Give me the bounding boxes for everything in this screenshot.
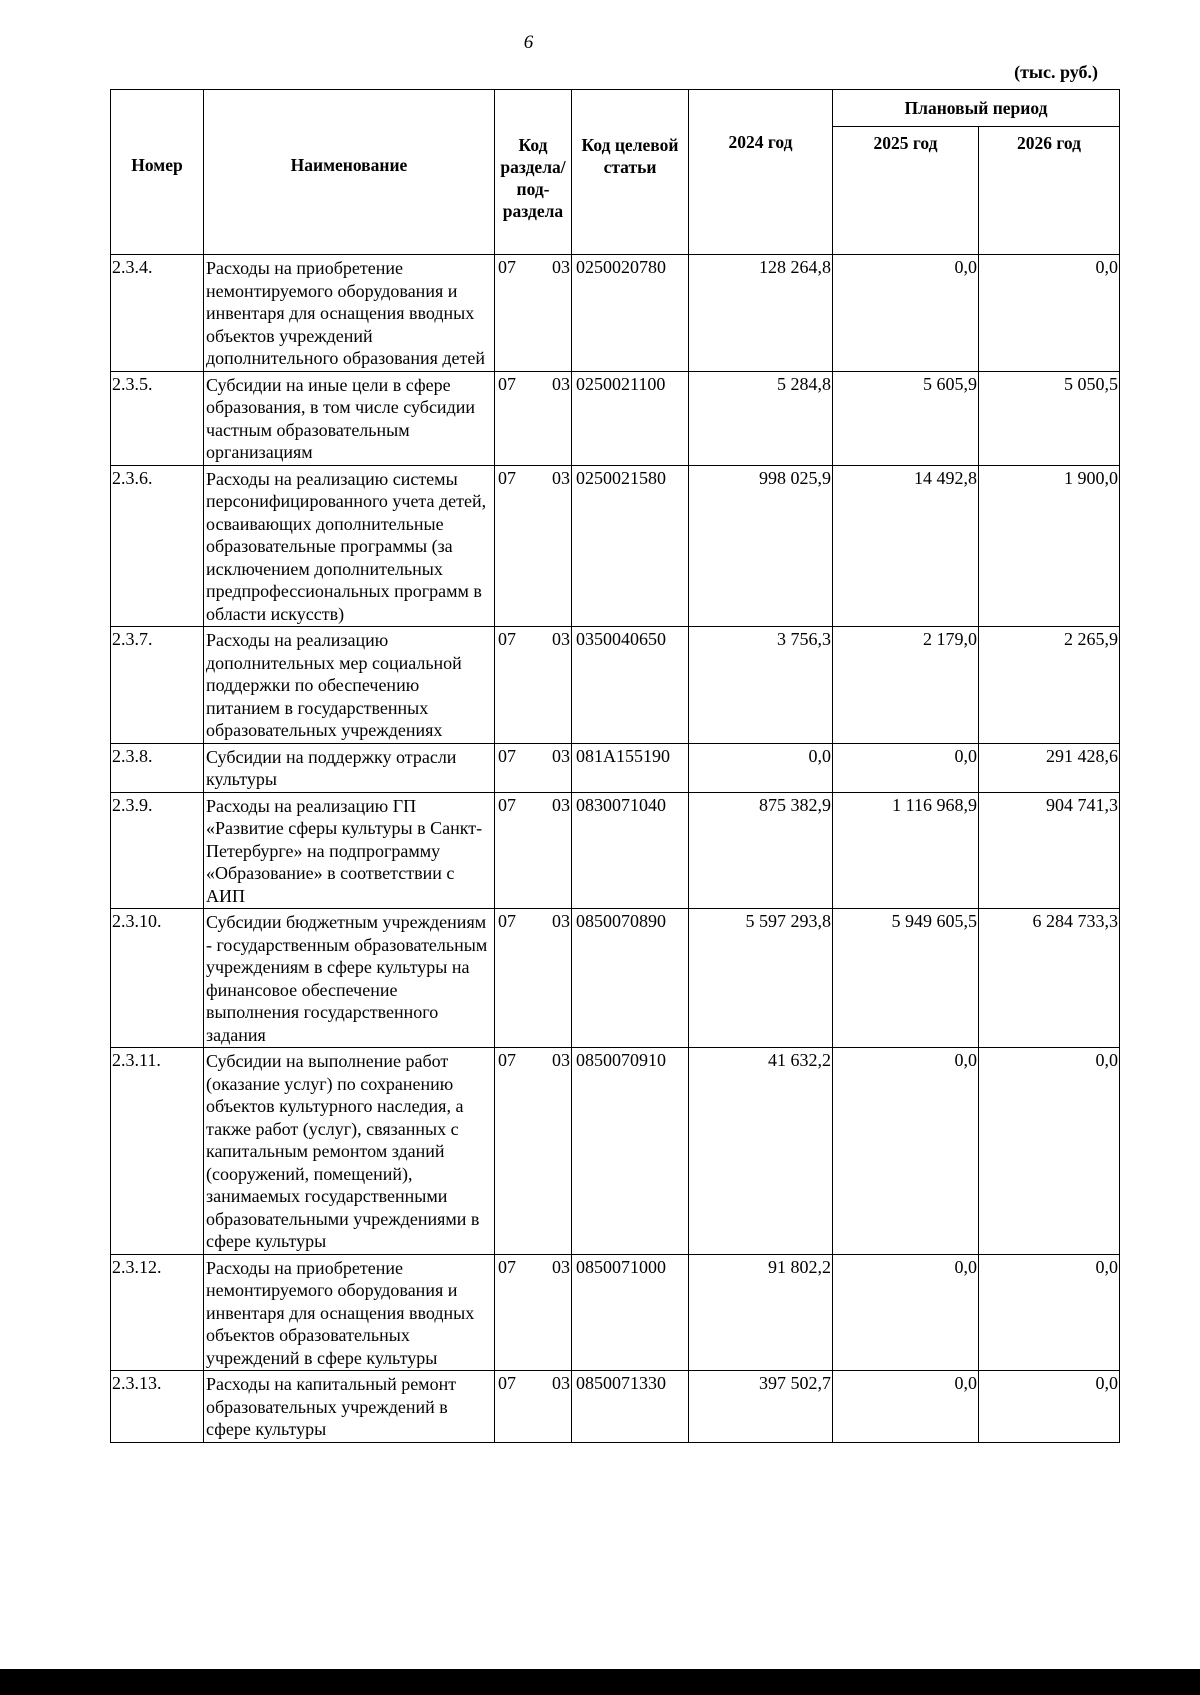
row-section: 07 [498,745,516,766]
row-amount-2024: 91 802,2 [689,1254,833,1371]
row-section: 07 [498,373,516,394]
row-number: 2.3.6. [111,465,204,627]
row-name: Расходы на реализацию ГП «Развитие сферы культуры в Санкт-Петербурге» на подпрограмму «Образование» в соответствии с АИП [204,792,495,909]
row-amount-2026: 904 741,3 [979,792,1120,909]
header-planning-period: Плановый период [833,90,1120,127]
row-number: 2.3.9. [111,792,204,909]
row-name: Расходы на реализацию системы персонифицированного учета детей, осваивающих дополнительные образовательные программы (за исключением дополнительных предпрофессиональных программ в области искусств) [204,465,495,627]
row-target-code: 081A155190 [572,743,689,792]
row-amount-2025: 2 179,0 [833,627,979,744]
row-section: 07 [498,794,516,815]
row-amount-2024: 998 025,9 [689,465,833,627]
row-amount-2026: 6 284 733,3 [979,909,1120,1048]
row-amount-2026: 0,0 [979,255,1120,372]
units-label: (тыс. руб.) [1014,62,1098,82]
header-year-2024: 2024 год [689,90,833,255]
row-number: 2.3.13. [111,1371,204,1443]
row-number: 2.3.12. [111,1254,204,1371]
row-name: Субсидии на поддержку отрасли культуры [204,743,495,792]
row-name: Расходы на приобретение немонтируемого оборудования и инвентаря для оснащения вводных объектов учреждений дополнительного образования детей [204,255,495,372]
row-amount-2026: 5 050,5 [979,371,1120,465]
row-amount-2025: 0,0 [833,743,979,792]
row-number: 2.3.10. [111,909,204,1048]
page-number: 6 [523,32,534,53]
header-year-2025: 2025 год [833,127,979,255]
row-amount-2026: 0,0 [979,1371,1120,1443]
table-row [111,1254,1120,1371]
table-row [111,627,1120,744]
header-target-code: Код целевой статьи [572,90,689,255]
row-section: 07 [498,1373,516,1393]
table-row [111,1048,1120,1255]
row-amount-2025: 0,0 [833,255,979,372]
budget-table [110,89,1120,1443]
table-row [111,743,1120,792]
row-number: 2.3.5. [111,371,204,465]
row-target-code: 0850071000 [572,1254,689,1371]
row-subsection: 03 [552,911,570,931]
row-target-code: 0850071330 [572,1371,689,1443]
row-amount-2024: 41 632,2 [689,1048,833,1255]
row-section: 07 [498,1256,516,1277]
row-target-code: 0830071040 [572,792,689,909]
row-amount-2025: 5 605,9 [833,371,979,465]
row-amount-2025: 14 492,8 [833,465,979,627]
row-subsection: 03 [552,1373,570,1393]
row-amount-2026: 1 900,0 [979,465,1120,627]
row-amount-2025: 0,0 [833,1048,979,1255]
row-amount-2025: 1 116 968,9 [833,792,979,909]
row-name: Субсидии бюджетным учреждениям - государственным образовательным учреждениям в сфере культуры на финансовое обеспечение выполнения государственного задания [204,909,495,1048]
row-subsection: 03 [552,467,570,488]
row-amount-2025: 5 949 605,5 [833,909,979,1048]
row-section: 07 [498,1050,516,1070]
row-subsection: 03 [552,257,570,277]
row-subsection: 03 [552,1256,570,1277]
row-section: 07 [498,629,516,649]
row-number: 2.3.4. [111,255,204,372]
table-row [111,371,1120,465]
row-amount-2024: 5 597 293,8 [689,909,833,1048]
table-row [111,1371,1120,1443]
header-year-2026: 2026 год [979,127,1120,255]
header-number: Номер [111,90,204,255]
row-amount-2024: 128 264,8 [689,255,833,372]
row-amount-2025: 0,0 [833,1254,979,1371]
table-row [111,465,1120,627]
row-subsection: 03 [552,629,570,649]
row-section: 07 [498,467,516,488]
table-row [111,909,1120,1048]
row-target-code: 0850070890 [572,909,689,1048]
row-subsection: 03 [552,745,570,766]
row-amount-2025: 0,0 [833,1371,979,1443]
table-row [111,255,1120,372]
row-amount-2026: 0,0 [979,1254,1120,1371]
row-number: 2.3.7. [111,627,204,744]
row-target-code: 0250020780 [572,255,689,372]
row-name: Расходы на приобретение немонтируемого оборудования и инвентаря для оснащения вводных объектов образовательных учреждений в сфере культуры [204,1254,495,1371]
row-number: 2.3.8. [111,743,204,792]
scan-border-bottom [0,1669,1200,1695]
row-amount-2024: 5 284,8 [689,371,833,465]
row-target-code: 0250021100 [572,371,689,465]
row-amount-2026: 291 428,6 [979,743,1120,792]
row-amount-2026: 2 265,9 [979,627,1120,744]
header-section-code: Код раздела/ под- раздела [495,90,572,255]
row-amount-2024: 0,0 [689,743,833,792]
row-target-code: 0850070910 [572,1048,689,1255]
row-subsection: 03 [552,794,570,815]
row-target-code: 0350040650 [572,627,689,744]
row-target-code: 0250021580 [572,465,689,627]
row-amount-2026: 0,0 [979,1048,1120,1255]
row-section: 07 [498,257,516,277]
row-subsection: 03 [552,373,570,394]
row-name: Субсидии на иные цели в сфере образования, в том числе субсидии частным образовательным организациям [204,371,495,465]
row-name: Субсидии на выполнение работ (оказание услуг) по сохранению объектов культурного наследия, а также работ (услуг), связанных с капитальным ремонтом зданий (сооружений, помещений), занимаемых государственными образовательными учреждениями в сфере культуры [204,1048,495,1255]
row-amount-2024: 3 756,3 [689,627,833,744]
row-subsection: 03 [552,1050,570,1070]
row-number: 2.3.11. [111,1048,204,1255]
row-section: 07 [498,911,516,931]
row-amount-2024: 875 382,9 [689,792,833,909]
row-name: Расходы на реализацию дополнительных мер социальной поддержки по обеспечению питанием в государственных образовательных учреждениях [204,627,495,744]
table-row [111,792,1120,909]
row-amount-2024: 397 502,7 [689,1371,833,1443]
header-name: Наименование [204,90,495,255]
row-name: Расходы на капитальный ремонт образовательных учреждений в сфере культуры [204,1371,495,1443]
